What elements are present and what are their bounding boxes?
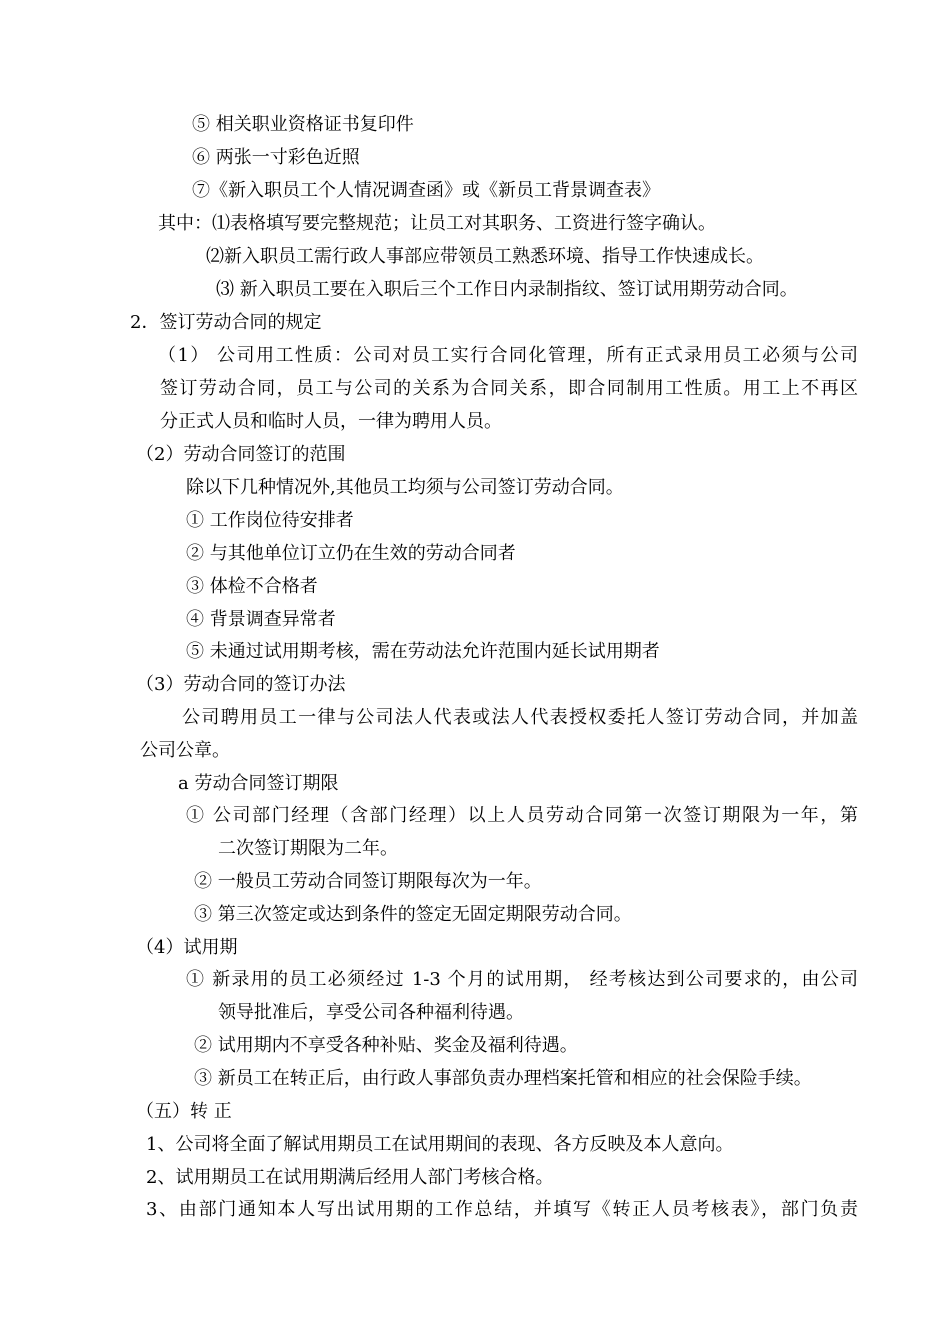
- paragraph-line: 3、由部门通知本人写出试用期的工作总结，并填写《转正人员考核表》，部门负责: [146, 1199, 858, 1220]
- list-item: 领导批准后，享受公司各种福利待遇。: [218, 1002, 524, 1023]
- section-heading: （3）劳动合同的签订办法: [136, 674, 346, 695]
- list-item: 二次签订期限为二年。: [218, 838, 398, 859]
- paragraph-line: 1、公司将全面了解试用期员工在试用期间的表现、各方反映及本人意向。: [146, 1134, 734, 1155]
- paragraph-line: 公司公章。: [140, 740, 230, 761]
- section-heading: （五）转 正: [136, 1101, 232, 1122]
- list-item: ⑤ 相关职业资格证书复印件: [192, 114, 414, 135]
- paragraph-line: ⑶ 新入职员工要在入职后三个工作日内录制指纹、签订试用期劳动合同。: [216, 279, 798, 300]
- section-heading: （4）试用期: [136, 937, 238, 958]
- paragraph-line: ⑵新入职员工需行政人事部应带领员工熟悉环境、指导工作快速成长。: [206, 246, 764, 267]
- list-item: ③ 体检不合格者: [186, 576, 318, 597]
- paragraph-line: 其中：⑴表格填写要完整规范；让员工对其职务、工资进行签字确认。: [158, 213, 716, 234]
- list-item: ⑤ 未通过试用期考核，需在劳动法允许范围内延长试用期者: [186, 641, 660, 662]
- list-item: ④ 背景调查异常者: [186, 609, 336, 630]
- list-item: ③ 第三次签定或达到条件的签定无固定期限劳动合同。: [194, 904, 632, 925]
- list-item: ② 与其他单位订立仍在生效的劳动合同者: [186, 543, 516, 564]
- paragraph-line: 除以下几种情况外,其他员工均须与公司签订劳动合同。: [186, 477, 624, 498]
- paragraph-line: （1） 公司用工性质：公司对员工实行合同化管理，所有正式录用员工必须与公司: [158, 345, 858, 366]
- paragraph-line: 公司聘用员工一律与公司法人代表或法人代表授权委托人签订劳动合同，并加盖: [182, 707, 858, 728]
- section-heading: 2．签订劳动合同的规定: [130, 312, 322, 333]
- list-item: ① 新录用的员工必须经过 1-3 个月的试用期， 经考核达到公司要求的，由公司: [186, 969, 858, 990]
- list-item: ⑦《新入职员工个人情况调查函》或《新员工背景调查表》: [192, 180, 660, 201]
- list-item: ③ 新员工在转正后，由行政人事部负责办理档案托管和相应的社会保险手续。: [194, 1068, 812, 1089]
- subsection-heading: a 劳动合同签订期限: [178, 773, 339, 794]
- list-item: ① 公司部门经理（含部门经理）以上人员劳动合同第一次签订期限为一年，第: [186, 805, 858, 826]
- paragraph-line: 2、试用期员工在试用期满后经用人部门考核合格。: [146, 1167, 554, 1188]
- section-heading: （2）劳动合同签订的范围: [136, 444, 346, 465]
- list-item: ② 一般员工劳动合同签订期限每次为一年。: [194, 871, 542, 892]
- paragraph-line: 签订劳动合同，员工与公司的关系为合同关系，即合同制用工性质。用工上不再区: [160, 378, 858, 399]
- list-item: ① 工作岗位待安排者: [186, 510, 354, 531]
- list-item: ② 试用期内不享受各种补贴、奖金及福利待遇。: [194, 1035, 578, 1056]
- paragraph-line: 分正式人员和临时人员，一律为聘用人员。: [160, 411, 502, 432]
- list-item: ⑥ 两张一寸彩色近照: [192, 147, 360, 168]
